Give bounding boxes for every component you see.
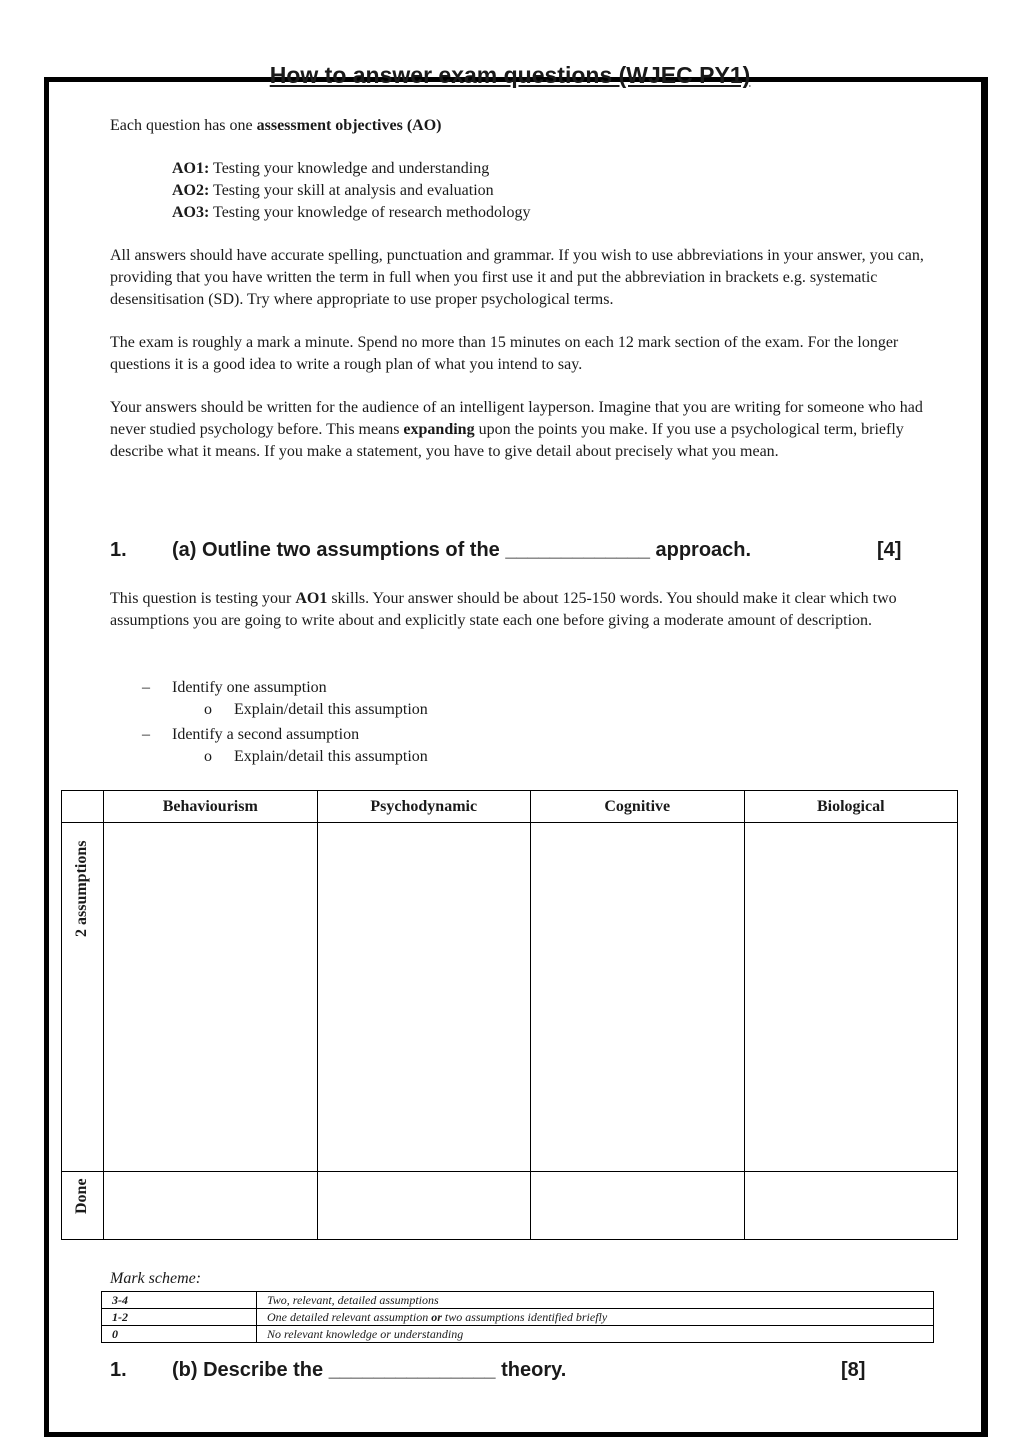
mark-scheme-label: Mark scheme:	[110, 1270, 202, 1287]
question-number: 1.	[110, 1359, 127, 1381]
table-row	[102, 1292, 934, 1309]
question-text: (a) Outline two assumptions of the _____________ approach.	[172, 539, 752, 561]
grid-cell[interactable]	[531, 823, 745, 1172]
mark-scheme-table	[101, 1291, 934, 1343]
spelling-paragraph: All answers should have accurate spelling, punctuation and grammar. If you wish to use abbreviations in your answer, you can, providing that you have written the term in full when you first use it and put the abbreviation in brackets e.g. systematic desensitisation (SD). Try where appropriate to use proper psychological terms.	[110, 247, 924, 308]
criteria-cell: One detailed relevant assumption or two assumptions identified briefly	[257, 1309, 934, 1326]
grid-cell[interactable]	[317, 823, 531, 1172]
question-marks: [8]	[841, 1359, 866, 1381]
grid-cell[interactable]	[104, 823, 318, 1172]
table-row	[102, 1326, 934, 1343]
ao3-line: AO3: Testing your knowledge of research methodology	[172, 204, 531, 221]
col-header-biological: Biological	[744, 791, 958, 823]
bullet-item: – Identify a second assumption	[142, 726, 360, 743]
ao2-line: AO2: Testing your skill at analysis and evaluation	[172, 182, 494, 199]
grid-cell[interactable]	[531, 1172, 745, 1240]
grid-cell[interactable]	[104, 1172, 318, 1240]
grid-cell[interactable]	[744, 1172, 958, 1240]
table-row	[102, 1309, 934, 1326]
criteria-cell: No relevant knowledge or understanding	[257, 1326, 934, 1343]
document-title: How to answer exam questions (WJEC PY1)	[269, 62, 751, 88]
criteria-cell: Two, relevant, detailed assumptions	[257, 1292, 934, 1309]
score-cell: 1-2	[102, 1309, 257, 1326]
ao1-line: AO1: Testing your knowledge and understanding	[172, 160, 490, 177]
score-cell: 0	[102, 1326, 257, 1343]
timing-paragraph: The exam is roughly a mark a minute. Spend no more than 15 minutes on each 12 mark section of the exam. For the longer questions it is a good idea to write a rough plan of what you intend to say.	[110, 334, 899, 373]
question-marks: [4]	[877, 539, 902, 561]
col-header-cognitive: Cognitive	[531, 791, 745, 823]
grid-cell[interactable]	[744, 823, 958, 1172]
corner-cell	[62, 791, 104, 823]
intro-paragraph: Each question has one assessment objectives (AO)	[110, 117, 442, 134]
sub-bullet-item: o Explain/detail this assumption	[204, 748, 428, 765]
question-number: 1.	[110, 539, 127, 561]
score-cell: 3-4	[102, 1292, 257, 1309]
row-header-assumptions: 2 assumptions	[62, 823, 104, 1172]
bullet-item: – Identify one assumption	[142, 679, 327, 696]
approaches-grid	[61, 790, 958, 1240]
question-text: (b) Describe the _______________ theory.	[172, 1359, 567, 1381]
grid-cell[interactable]	[317, 1172, 531, 1240]
question-1a-description: This question is testing your AO1 skills. Your answer should be about 125-150 words. You should make it clear which two assumptions you are going to write about and explicitly state each one before giving a moderate amount of description.	[110, 590, 897, 629]
col-header-psychodynamic: Psychodynamic	[317, 791, 531, 823]
row-header-done: Done	[62, 1172, 104, 1240]
col-header-behaviourism: Behaviourism	[104, 791, 318, 823]
audience-paragraph: Your answers should be written for the audience of an intelligent layperson. Imagine that you are writing for someone who had never studied psychology before. This means expanding upon the points you make. If you use a psychological term, briefly describe what it means. If you make a statement, you have to give detail about precisely what you mean.	[110, 399, 923, 460]
sub-bullet-item: o Explain/detail this assumption	[204, 701, 428, 718]
